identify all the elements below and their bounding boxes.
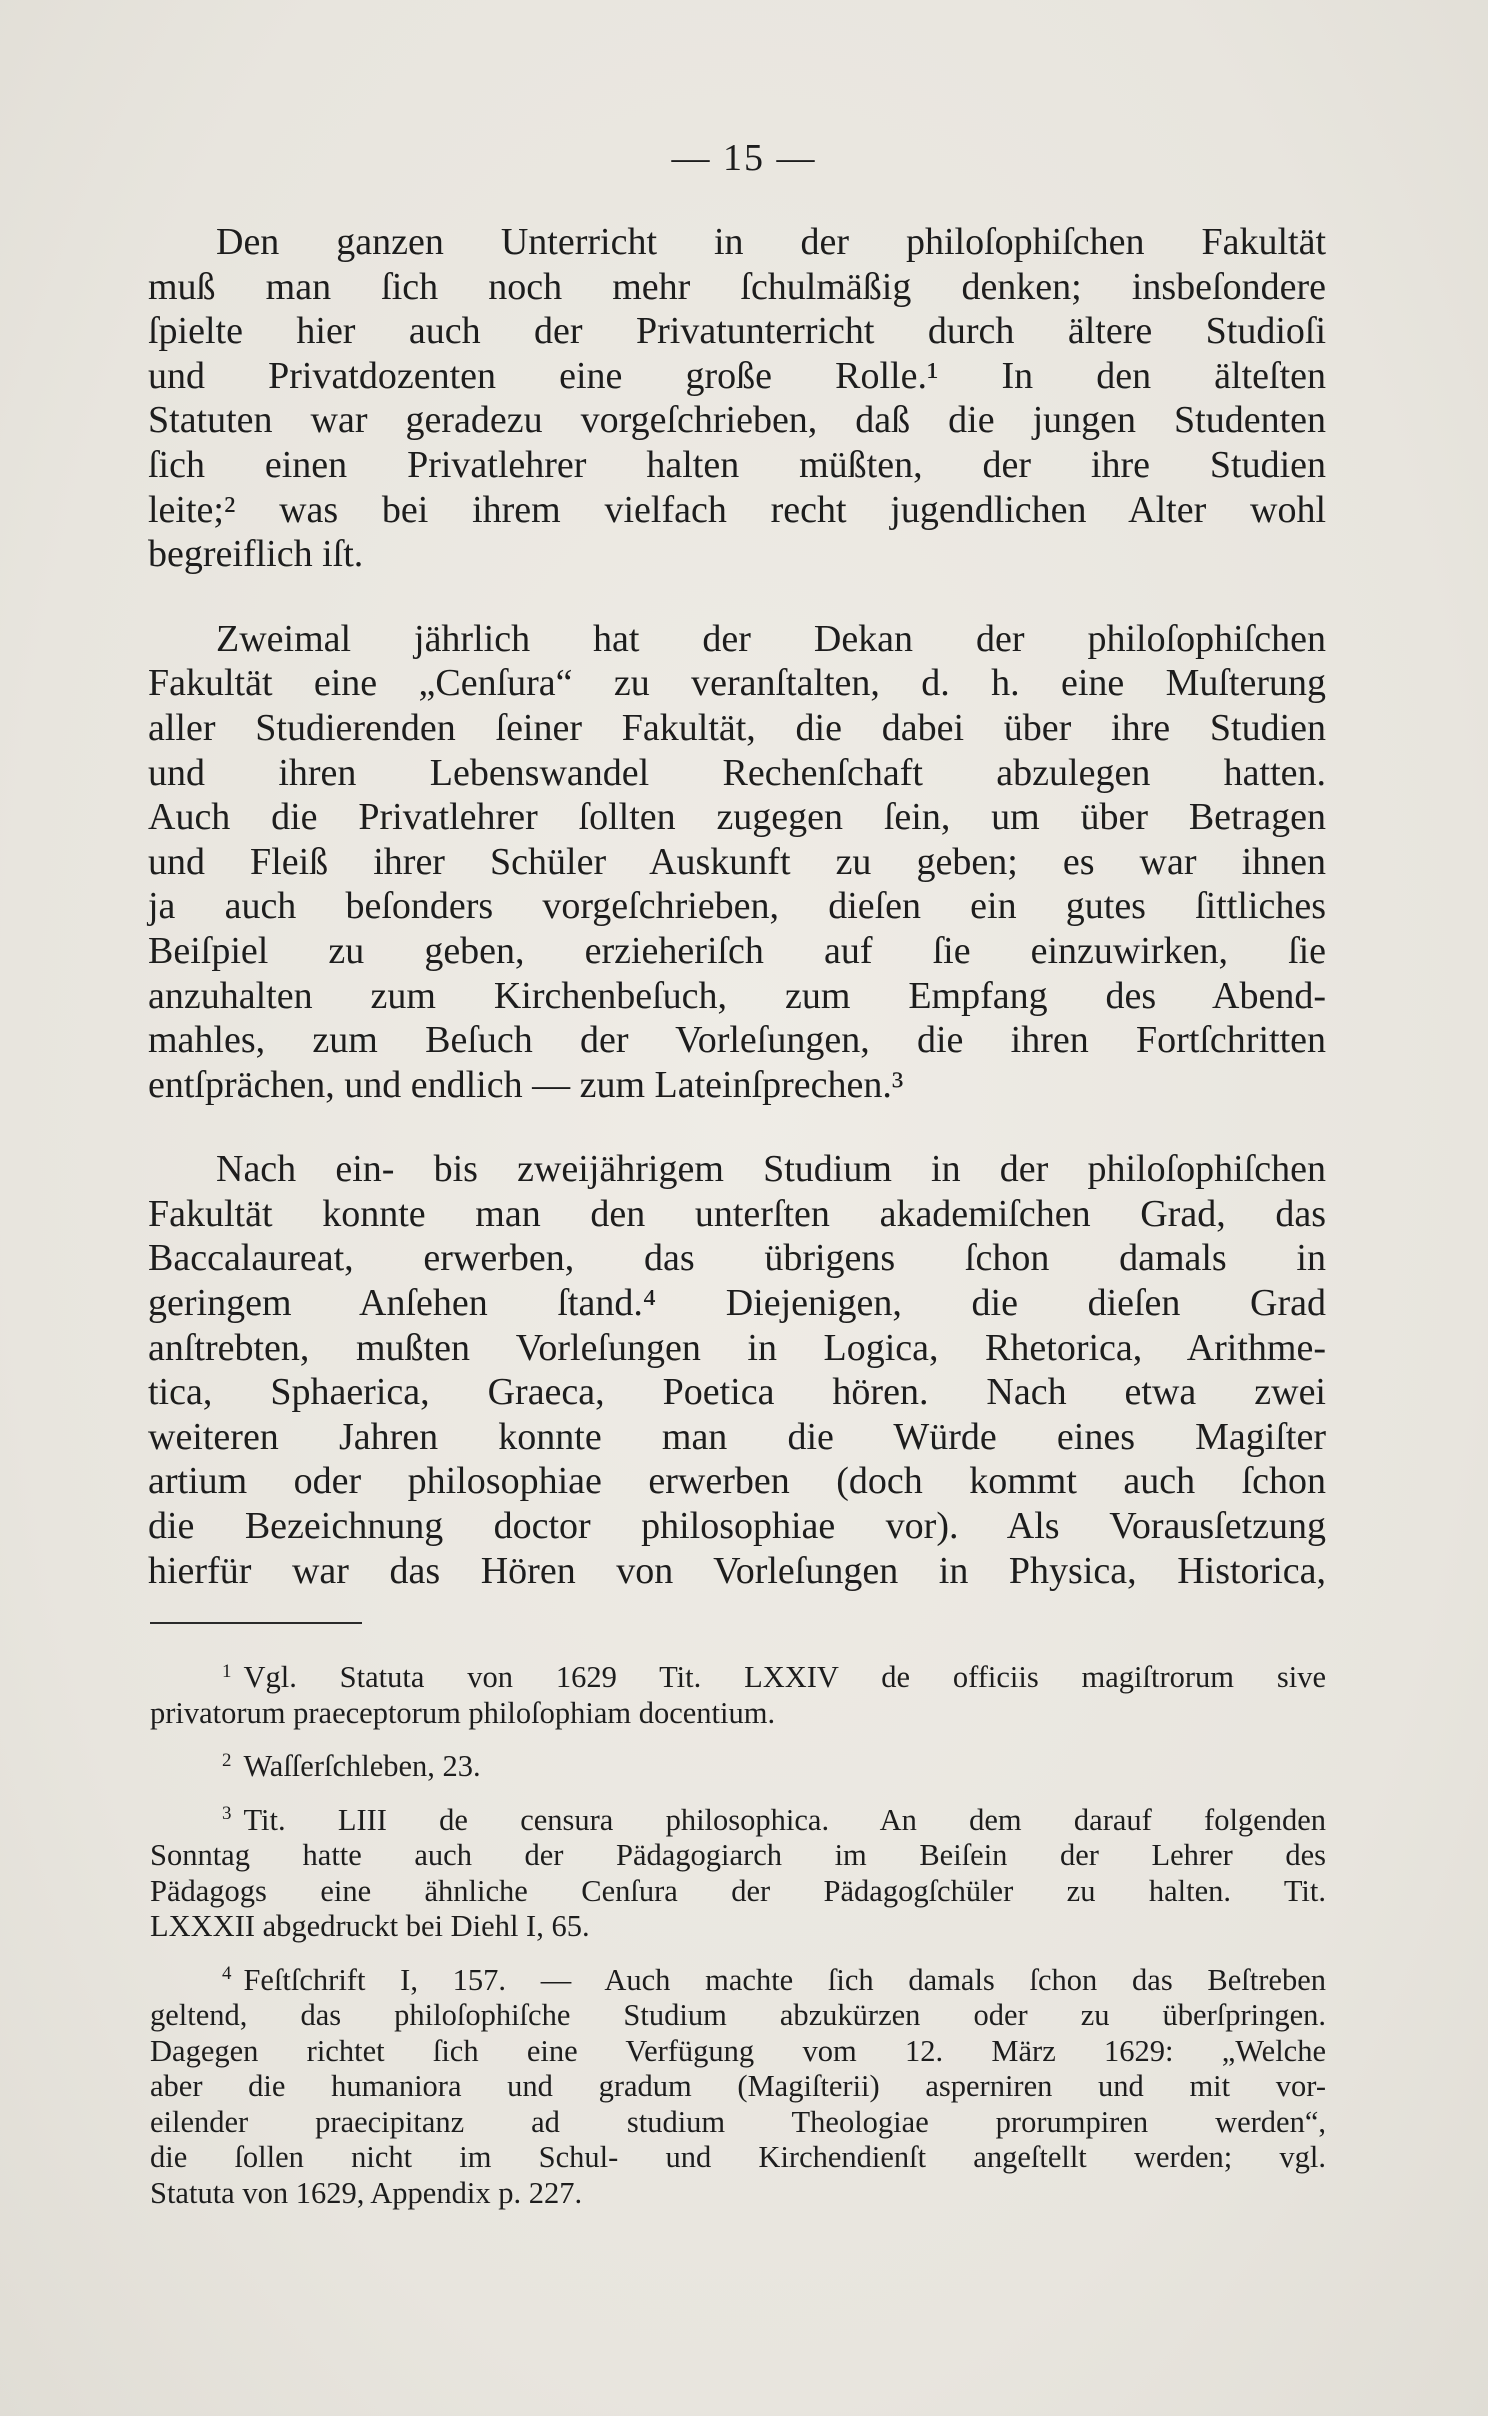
text-line: muß man ſich noch mehr ſchulmäßig denken; insbeſondere <box>148 265 1326 308</box>
footnote-line: Waſſerſchleben, 23. <box>243 1749 481 1783</box>
footnote-mark: 2 <box>222 1749 232 1771</box>
text-line: anzuhalten zum Kirchenbeſuch, zum Empfang des Abend- <box>148 974 1326 1017</box>
footnote-4 <box>150 1963 1326 2212</box>
footnote-line: Sonntag hatte auch der Pädagogiarch im Beiſein der Lehrer des <box>150 1838 1326 1872</box>
text-line: ſich einen Privatlehrer halten müßten, der ihre Studien <box>148 443 1326 486</box>
text-line: leite;² was bei ihrem vielfach recht jugendlichen Alter wohl <box>148 488 1326 531</box>
footnote-line: privatorum praeceptorum philoſophiam docentium. <box>150 1695 776 1730</box>
footnote-3 <box>150 1803 1326 1945</box>
footnote-separator <box>150 1622 362 1624</box>
footnote-1 <box>150 1660 1326 1731</box>
text-line: ja auch beſonders vorgeſchrieben, dieſen ein gutes ſittliches <box>148 885 1326 928</box>
paragraph-3 <box>148 1147 1326 1593</box>
footnote-line: die ſollen nicht im Schul- und Kirchendienſt angeſtellt werden; vgl. <box>150 2140 1326 2174</box>
footnote-line: Vgl. Statuta von 1629 Tit. LXXIV de officiis magiſtrorum sive <box>243 1660 1326 1694</box>
footnote-mark: 3 <box>222 1803 232 1825</box>
footnote-2 <box>150 1749 1326 1785</box>
text-line: Fakultät konnte man den unterſten akademiſchen Grad, das <box>148 1192 1326 1235</box>
text-line: und ihren Lebenswandel Rechenſchaft abzulegen hatten. <box>148 751 1326 794</box>
text-line: Zweimal jährlich hat der Dekan der philoſophiſchen <box>216 617 1326 660</box>
text-line: begreiflich iſt. <box>148 533 364 576</box>
paragraph-gap <box>148 577 1326 617</box>
text-line: geringem Anſehen ſtand.⁴ Diejenigen, die dieſen Grad <box>148 1282 1326 1325</box>
footnote-line: Statuta von 1629, Appendix p. 227. <box>150 2175 583 2210</box>
text-line: Auch die Privatlehrer ſollten zugegen ſein, um über Betragen <box>148 796 1326 839</box>
text-line: entſprächen, und endlich — zum Lateinſprechen.³ <box>148 1063 904 1106</box>
paragraph-1 <box>148 220 1326 577</box>
footnote-line: Pädagogs eine ähnliche Cenſura der Pädagogſchüler zu halten. Tit. <box>150 1873 1326 1908</box>
text-line: artium oder philosophiae erwerben (doch kommt auch ſchon <box>148 1460 1326 1503</box>
text-line: Nach ein- bis zweijährigem Studium in der philoſophiſchen <box>216 1148 1326 1191</box>
footnote-line: eilender praecipitanz ad studium Theologiae prorumpiren werden“, <box>150 2104 1326 2139</box>
text-line: die Bezeichnung doctor philosophiae vor). Als Vorausſetzung <box>148 1505 1326 1548</box>
main-text <box>148 220 1326 1593</box>
footnote-mark: 1 <box>222 1660 232 1682</box>
text-line: Statuten war geradezu vorgeſchrieben, daß die jungen Studenten <box>148 399 1326 442</box>
text-line: und Privatdozenten eine große Rolle.¹ In den älteſten <box>148 354 1326 397</box>
text-line: aller Studierenden ſeiner Fakultät, die dabei über ihre Studien <box>148 706 1326 749</box>
text-line: mahles, zum Beſuch der Vorleſungen, die ihren Fortſchritten <box>148 1019 1326 1062</box>
footnote-line: Dagegen richtet ſich eine Verfügung vom 12. März 1629: „Welche <box>150 2033 1326 2068</box>
text-line: Den ganzen Unterricht in der philoſophiſchen Fakultät <box>216 221 1326 263</box>
text-line: ſpielte hier auch der Privatunterricht durch ältere Studioſi <box>148 310 1326 353</box>
text-line: anſtrebten, mußten Vorleſungen in Logica, Rhetorica, Arithme- <box>148 1326 1326 1369</box>
text-line: tica, Sphaerica, Graeca, Poetica hören. Nach etwa zwei <box>148 1371 1326 1414</box>
text-line: weiteren Jahren konnte man die Würde eines Magiſter <box>148 1415 1326 1458</box>
text-line: Fakultät eine „Cenſura“ zu veranſtalten, d. h. eine Muſterung <box>148 662 1326 705</box>
footnote-line: Feſtſchrift I, 157. — Auch machte ſich damals ſchon das Beſtreben <box>243 1962 1326 1997</box>
footnote-line: aber die humaniora und gradum (Magiſterii) asperniren und mit vor- <box>150 2069 1326 2103</box>
text-line: hierfür war das Hören von Vorleſungen in Physica, Historica, <box>148 1549 1326 1592</box>
page-number: — 15 — <box>671 137 817 179</box>
paragraph-2 <box>148 617 1326 1108</box>
text-line: und Fleiß ihrer Schüler Auskunft zu geben; es war ihnen <box>148 840 1326 883</box>
text-line: Beiſpiel zu geben, erzieheriſch auf ſie einzuwirken, ſie <box>148 929 1326 972</box>
footnote-line: geltend, das philoſophiſche Studium abzukürzen oder zu überſpringen. <box>150 1998 1326 2032</box>
footnote-line: LXXXII abgedruckt bei Diehl I, 65. <box>150 1909 590 1943</box>
text-line: Baccalaureat, erwerben, das übrigens ſchon damals in <box>148 1237 1326 1280</box>
paragraph-gap <box>148 1107 1326 1147</box>
footnotes <box>150 1660 1326 2229</box>
footnote-line: Tit. LIII de censura philosophica. An dem darauf folgenden <box>243 1802 1326 1837</box>
footnote-mark: 4 <box>222 1963 232 1985</box>
